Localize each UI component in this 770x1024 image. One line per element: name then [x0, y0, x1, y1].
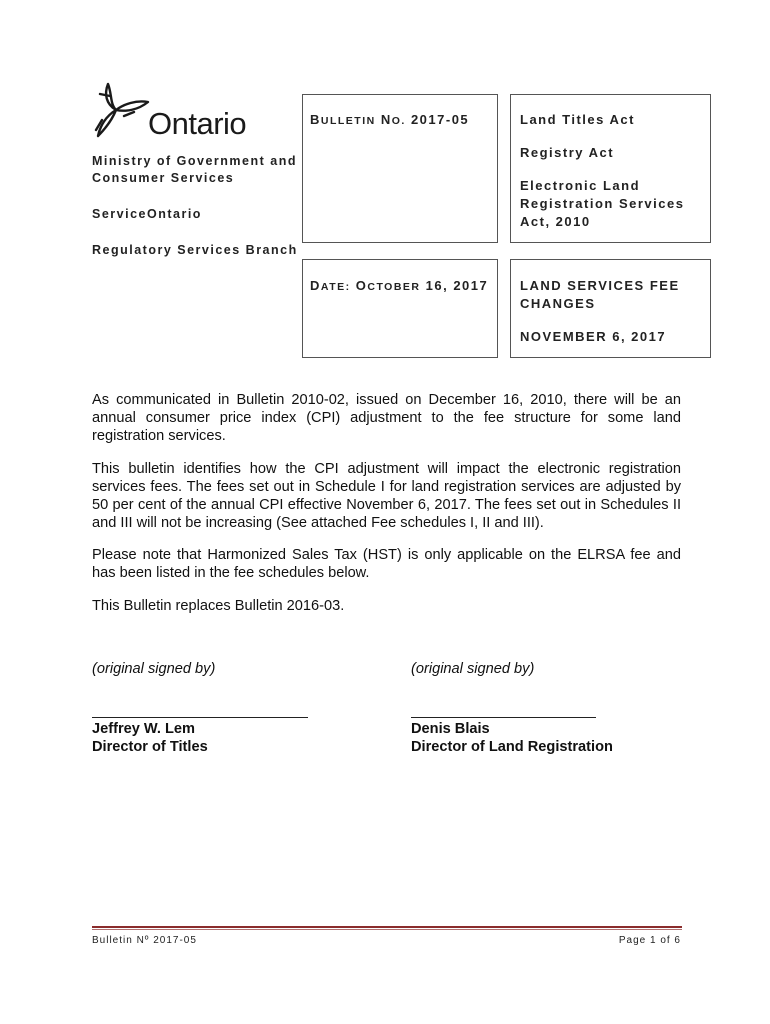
bulletin-number-box	[302, 94, 498, 243]
acts-box	[510, 94, 711, 243]
logo-wordmark: Ontario	[148, 106, 247, 141]
left-signed-note: (original signed by)	[92, 661, 216, 677]
left-signature-line	[92, 717, 308, 718]
subject-box	[510, 259, 711, 358]
paragraph-4: This Bulletin replaces Bulletin 2016-03.	[92, 598, 345, 614]
ministry-name	[92, 153, 312, 187]
act-elrsa-line-1: Electronic Land	[520, 178, 641, 193]
right-signature-line	[411, 717, 596, 718]
act-land-titles: Land Titles Act	[520, 112, 635, 127]
date-box	[302, 259, 498, 358]
act-elrsa-line-2: Registration Services	[520, 196, 685, 211]
paragraph-3: Please note that Harmonized Sales Tax (HST) is only applicable on the ELRSA fee and has been listed in the fee schedules below.	[92, 547, 681, 581]
paragraph-2: This bulletin identifies how the CPI adjustment will impact the electronic registration services fees. The fees set out in Schedule I for land registration services are adjusted by 50 per cent of the annual CPI effective November 6, 2017. The fees set out in Schedules II and III will not be increasing (See attached Fee schedules I, II and III).	[92, 461, 681, 531]
paragraph-1: As communicated in Bulletin 2010-02, issued on December 16, 2010, there will be an annual consumer price index (CPI) adjustment to the fee structure for some land registration services.	[92, 392, 681, 444]
ministry-line-2: Consumer Services	[92, 171, 235, 185]
bulletin-date: DATE: OCTOBER 16, 2017	[310, 278, 489, 293]
right-signed-note: (original signed by)	[411, 661, 535, 677]
ministry-line-1: Ministry of Government and	[92, 154, 297, 168]
service-name: ServiceOntario	[92, 207, 202, 221]
subject-line-2: CHANGES	[520, 296, 596, 311]
footer-rule	[92, 926, 682, 928]
footer-rule-thin	[92, 929, 682, 930]
act-registry: Registry Act	[520, 145, 615, 160]
bulletin-number: BULLETIN NO. 2017-05	[310, 112, 470, 127]
branch-name: Regulatory Services Branch	[92, 243, 298, 257]
right-signer-title: Director of Land Registration	[411, 739, 613, 755]
left-signer-title: Director of Titles	[92, 739, 208, 755]
footer-bulletin-number: Bulletin Nº 2017-05	[92, 935, 197, 946]
right-signer-name: Denis Blais	[411, 721, 490, 737]
ontario-logo	[94, 80, 269, 142]
trillium-icon	[94, 80, 154, 142]
left-signer-name: Jeffrey W. Lem	[92, 721, 196, 737]
footer-page-number: Page 1 of 6	[618, 935, 681, 946]
subject-line-1: LAND SERVICES FEE	[520, 278, 680, 293]
act-elrsa-line-3: Act, 2010	[520, 214, 591, 229]
subject-effective-date: NOVEMBER 6, 2017	[520, 329, 667, 344]
